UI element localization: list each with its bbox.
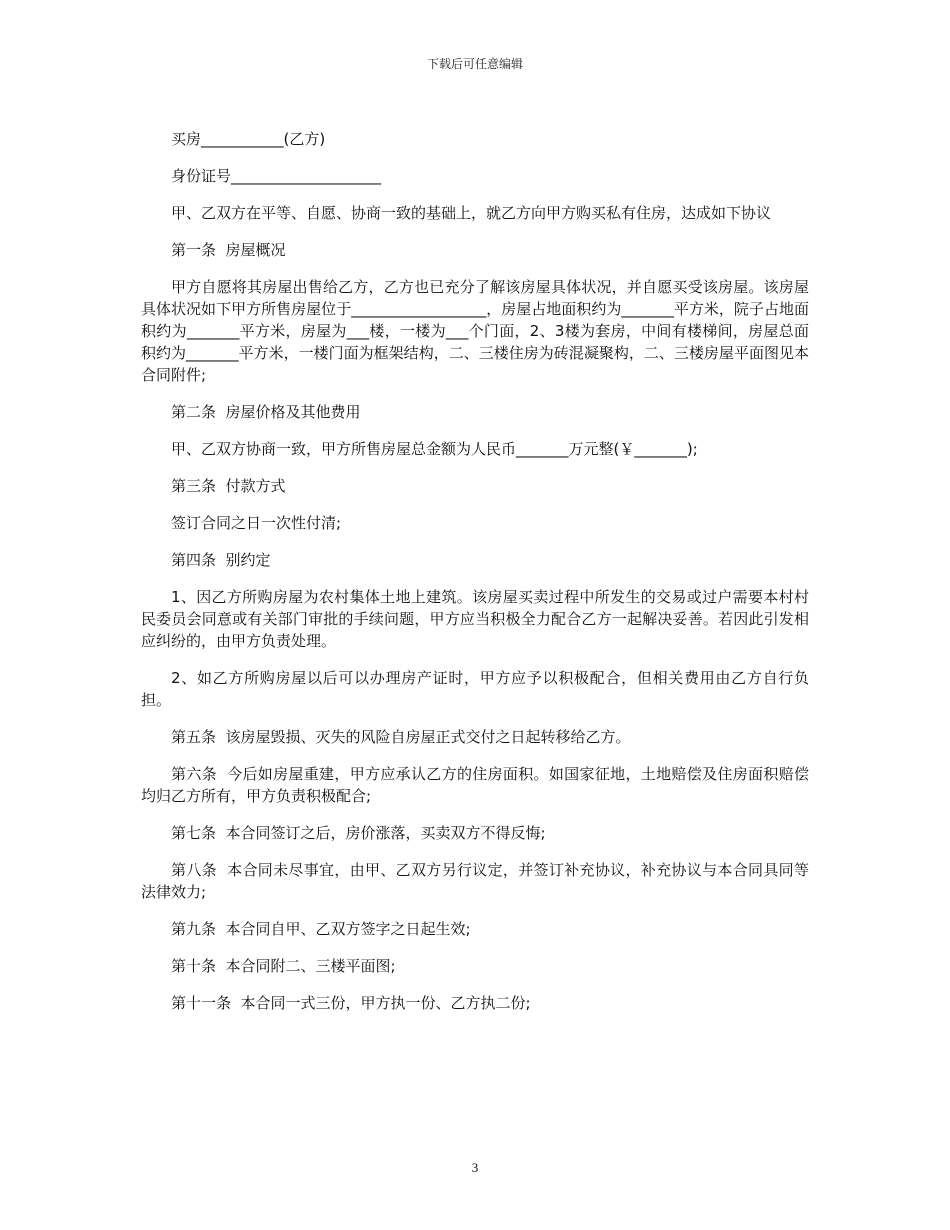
article-11: 第十一条 本合同一式三份，甲方执一份、乙方执二份; [171,994,531,1012]
article-1-body: 甲方自愿将其房屋出售给乙方，乙方也已充分了解该房屋具体状况，并自愿买受该房屋。该房屋具体状况如下甲方所售房屋位于__________________，房屋占地面积约为_______平方米，院子占地面积约为_______平方米，房屋为___楼，一楼为___个门面，2、3楼为套房，中间有楼梯间，房屋总面积约为_______平方米，一楼门面为框架结构，二、三楼住房为砖混凝聚构，二、三楼房屋平面图见本合同附件; [141,278,809,384]
article-1-heading: 第一条 房屋概况 [171,241,286,259]
article-2-body: 甲、乙双方协商一致，甲方所售房屋总金额为人民币_______万元整(￥_______); [171,440,698,458]
article-7: 第七条 本合同签订之后，房价涨落，买卖双方不得反悔; [171,824,546,842]
id-number-line: 身份证号____________________ [171,167,382,185]
article-8: 第八条 本合同未尽事宜，由甲、乙双方另行议定，并签订补充协议，补充协议与本合同具同等法律效力; [141,861,809,901]
article-9: 第九条 本合同自甲、乙双方签字之日起生效; [171,920,471,938]
article-4-clause-1: 1、因乙方所购房屋为农村集体土地上建筑。该房屋买卖过程中所发生的交易或过户需要本村村民委员会同意或有关部门审批的手续问题，甲方应当积极全力配合乙方一起解决妥善。若因此引发相应纠纷的，由甲方负责处理。 [141,588,809,650]
page-header: 下载后可任意编辑 [426,57,523,71]
article-2-heading: 第二条 房屋价格及其他费用 [171,403,361,421]
article-3-body: 签订合同之日一次性付清; [171,514,342,532]
page-number: 3 [471,1160,479,1175]
article-3-heading: 第三条 付款方式 [171,477,286,495]
agreement-intro: 甲、乙双方在平等、自愿、协商一致的基础上，就乙方向甲方购买私有住房，达成如下协议 [171,204,772,222]
article-6: 第六条 今后如房屋重建，甲方应承认乙方的住房面积。如国家征地，土地赔偿及住房面积赔偿均归乙方所有，甲方负责积极配合; [141,765,809,805]
article-10: 第十条 本合同附二、三楼平面图; [171,957,396,975]
article-5: 第五条 该房屋毁损、灭失的风险自房屋正式交付之日起转移给乙方。 [171,728,631,746]
article-4-clause-2: 2、如乙方所购房屋以后可以办理房产证时，甲方应予以积极配合，但相关费用由乙方自行负担。 [141,669,809,709]
article-4-heading: 第四条 别约定 [171,551,271,569]
document-body [141,128,809,1029]
buyer-line: 买房___________(乙方) [171,130,326,148]
